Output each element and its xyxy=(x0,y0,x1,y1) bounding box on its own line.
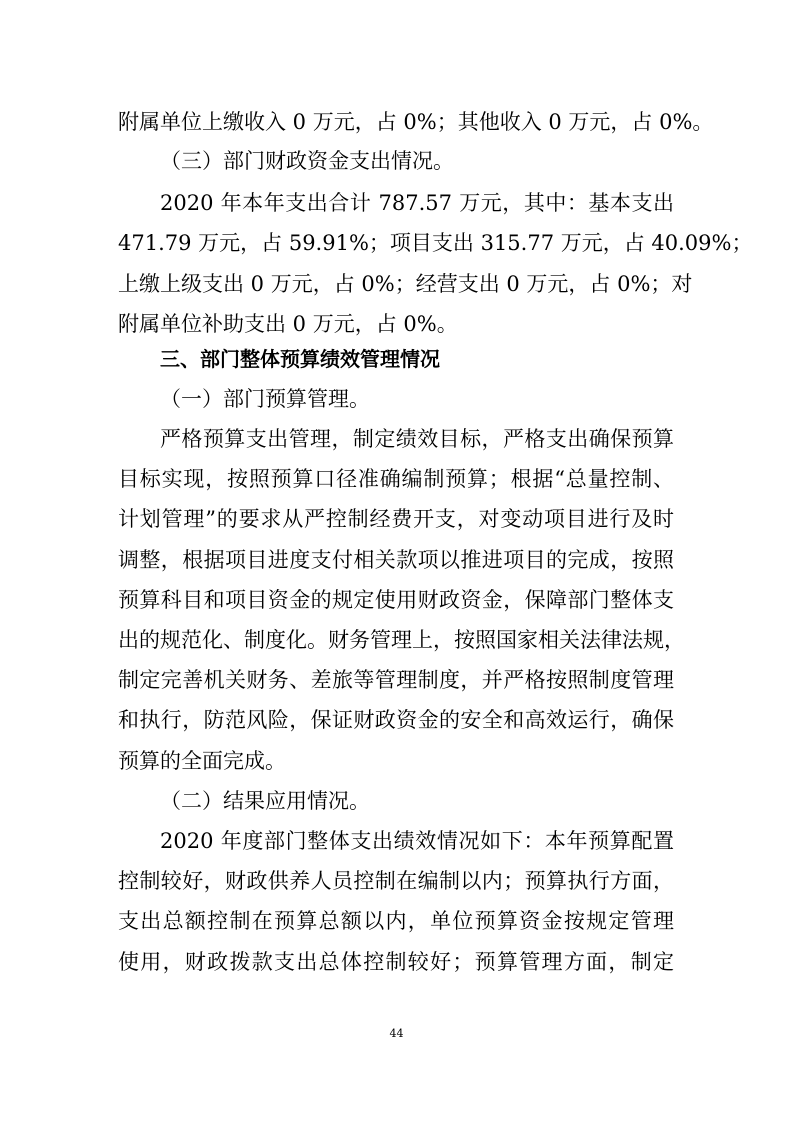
paragraph-line: 471.79 万元，占 59.91%；项目支出 315.77 万元，占 40.09%； xyxy=(118,231,753,255)
section-heading: 三、部门整体预算绩效管理情况 xyxy=(160,347,440,371)
paragraph-line: 计划管理”的要求从严控制经费开支，对变动项目进行及时 xyxy=(118,507,674,531)
subsection-heading: （一）部门预算管理。 xyxy=(160,387,370,411)
paragraph-line: 预算的全面完成。 xyxy=(118,749,286,773)
paragraph-line: 控制较好，财政供养人员控制在编制以内；预算执行方面， xyxy=(118,869,674,893)
paragraph-line: 2020 年本年支出合计 787.57 万元，其中：基本支出 xyxy=(160,191,674,215)
paragraph-line: 使用，财政拨款支出总体控制较好；预算管理方面，制定 xyxy=(118,950,674,974)
subsection-heading: （二）结果应用情况。 xyxy=(160,789,370,813)
page-number: 44 xyxy=(389,1027,404,1040)
paragraph-line: 调整，根据项目进度支付相关款项以推进项目的完成，按照 xyxy=(118,548,674,572)
paragraph-line: 制定完善机关财务、差旅等管理制度，并严格按照制度管理 xyxy=(118,668,674,692)
paragraph-line: 和执行，防范风险，保证财政资金的安全和高效运行，确保 xyxy=(118,708,674,732)
paragraph-line: 上缴上级支出 0 万元，占 0%；经营支出 0 万元，占 0%；对 xyxy=(118,272,693,296)
paragraph-line: 附属单位补助支出 0 万元，占 0%。 xyxy=(118,312,458,336)
paragraph-line: 附属单位上缴收入 0 万元，占 0%；其他收入 0 万元，占 0%。 xyxy=(118,110,714,134)
paragraph-line: 预算科目和项目资金的规定使用财政资金，保障部门整体支 xyxy=(118,588,674,612)
paragraph-line: 支出总额控制在预算总额以内，单位预算资金按规定管理 xyxy=(118,909,674,933)
paragraph-line: 2020 年度部门整体支出绩效情况如下：本年预算配置 xyxy=(160,829,674,853)
subsection-heading: （三）部门财政资金支出情况。 xyxy=(160,149,454,173)
paragraph-line: 严格预算支出管理，制定绩效目标，严格支出确保预算 xyxy=(160,427,674,451)
paragraph-line: 目标实现，按照预算口径准确编制预算；根据“总量控制、 xyxy=(118,467,674,491)
paragraph-line: 出的规范化、制度化。财务管理上，按照国家相关法律法规， xyxy=(118,628,685,652)
